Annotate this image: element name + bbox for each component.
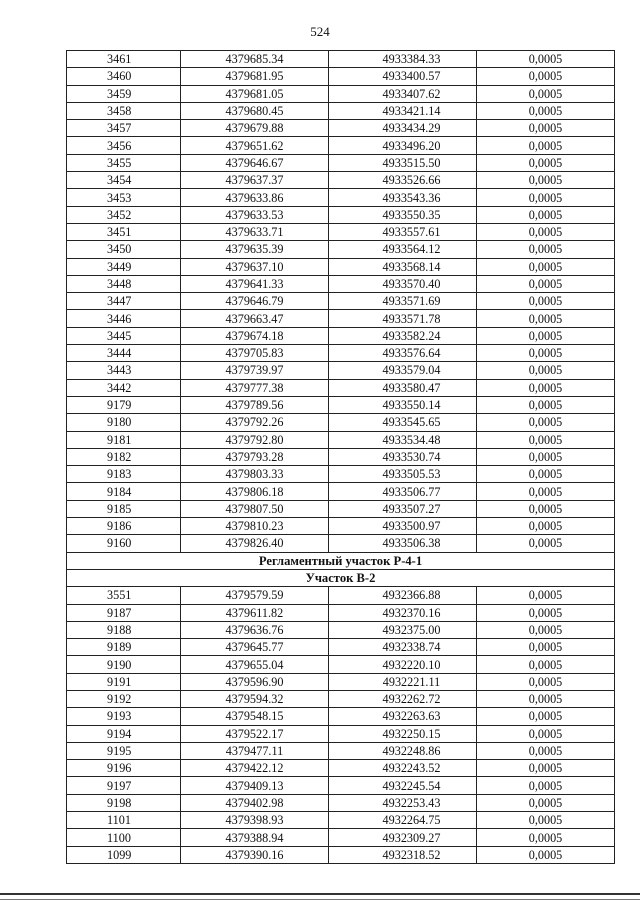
accuracy-cell: 0,0005: [477, 345, 615, 362]
table-row: [67, 189, 615, 206]
y-coordinate-cell: 4932366.88: [329, 587, 477, 604]
y-coordinate-cell: 4933407.62: [329, 85, 477, 102]
bottom-rule: [0, 893, 640, 895]
y-coordinate-cell: 4933500.97: [329, 518, 477, 535]
point-number-cell: 1099: [67, 846, 181, 863]
accuracy-cell: 0,0005: [477, 85, 615, 102]
table-row: [67, 137, 615, 154]
table-row: [67, 120, 615, 137]
accuracy-cell: 0,0005: [477, 310, 615, 327]
point-number-cell: 9195: [67, 742, 181, 759]
table-row: [67, 68, 615, 85]
point-number-cell: 3444: [67, 345, 181, 362]
accuracy-cell: 0,0005: [477, 120, 615, 137]
accuracy-cell: 0,0005: [477, 448, 615, 465]
x-coordinate-cell: 4379637.10: [181, 258, 329, 275]
y-coordinate-cell: 4933421.14: [329, 102, 477, 119]
x-coordinate-cell: 4379663.47: [181, 310, 329, 327]
table-row: [67, 85, 615, 102]
y-coordinate-cell: 4932220.10: [329, 656, 477, 673]
point-number-cell: 3445: [67, 327, 181, 344]
y-coordinate-cell: 4933550.35: [329, 206, 477, 223]
x-coordinate-cell: 4379645.77: [181, 639, 329, 656]
x-coordinate-cell: 4379685.34: [181, 51, 329, 68]
y-coordinate-cell: 4933571.69: [329, 293, 477, 310]
x-coordinate-cell: 4379646.79: [181, 293, 329, 310]
point-number-cell: 1101: [67, 812, 181, 829]
table-row: [67, 518, 615, 535]
table-row: [67, 777, 615, 794]
x-coordinate-cell: 4379388.94: [181, 829, 329, 846]
y-coordinate-cell: 4933550.14: [329, 396, 477, 413]
y-coordinate-cell: 4932264.75: [329, 812, 477, 829]
table-row: [67, 466, 615, 483]
point-number-cell: 3449: [67, 258, 181, 275]
x-coordinate-cell: 4379646.67: [181, 154, 329, 171]
accuracy-cell: 0,0005: [477, 760, 615, 777]
y-coordinate-cell: 4933515.50: [329, 154, 477, 171]
y-coordinate-cell: 4932370.16: [329, 604, 477, 621]
table-row: [67, 345, 615, 362]
x-coordinate-cell: 4379806.18: [181, 483, 329, 500]
bottom-rule-thin: [0, 899, 640, 900]
accuracy-cell: 0,0005: [477, 587, 615, 604]
x-coordinate-cell: 4379681.05: [181, 85, 329, 102]
table-section-headers: [67, 552, 615, 587]
table-row: [67, 396, 615, 413]
accuracy-cell: 0,0005: [477, 51, 615, 68]
point-number-cell: 9187: [67, 604, 181, 621]
x-coordinate-cell: 4379409.13: [181, 777, 329, 794]
accuracy-cell: 0,0005: [477, 483, 615, 500]
point-number-cell: 3456: [67, 137, 181, 154]
table-body-part-b: [67, 587, 615, 864]
point-number-cell: 1100: [67, 829, 181, 846]
y-coordinate-cell: 4933557.61: [329, 223, 477, 240]
y-coordinate-cell: 4932253.43: [329, 794, 477, 811]
point-number-cell: 9182: [67, 448, 181, 465]
x-coordinate-cell: 4379633.53: [181, 206, 329, 223]
x-coordinate-cell: 4379641.33: [181, 275, 329, 292]
y-coordinate-cell: 4933526.66: [329, 172, 477, 189]
accuracy-cell: 0,0005: [477, 690, 615, 707]
accuracy-cell: 0,0005: [477, 241, 615, 258]
x-coordinate-cell: 4379655.04: [181, 656, 329, 673]
y-coordinate-cell: 4933507.27: [329, 500, 477, 517]
table-row: [67, 206, 615, 223]
point-number-cell: 9188: [67, 621, 181, 638]
y-coordinate-cell: 4932221.11: [329, 673, 477, 690]
table-row: [67, 587, 615, 604]
point-number-cell: 3450: [67, 241, 181, 258]
point-number-cell: 3461: [67, 51, 181, 68]
y-coordinate-cell: 4933570.40: [329, 275, 477, 292]
point-number-cell: 3448: [67, 275, 181, 292]
y-coordinate-cell: 4933571.78: [329, 310, 477, 327]
accuracy-cell: 0,0005: [477, 396, 615, 413]
accuracy-cell: 0,0005: [477, 258, 615, 275]
table-row: [67, 241, 615, 258]
table-row: [67, 604, 615, 621]
coordinates-table-container: [66, 50, 614, 864]
point-number-cell: 3447: [67, 293, 181, 310]
accuracy-cell: 0,0005: [477, 725, 615, 742]
table-row: [67, 621, 615, 638]
table-row: [67, 448, 615, 465]
table-row: [67, 327, 615, 344]
y-coordinate-cell: 4933530.74: [329, 448, 477, 465]
x-coordinate-cell: 4379594.32: [181, 690, 329, 707]
point-number-cell: 9181: [67, 431, 181, 448]
accuracy-cell: 0,0005: [477, 223, 615, 240]
table-row: [67, 483, 615, 500]
table-row: [67, 725, 615, 742]
accuracy-cell: 0,0005: [477, 293, 615, 310]
y-coordinate-cell: 4933582.24: [329, 327, 477, 344]
x-coordinate-cell: 4379793.28: [181, 448, 329, 465]
x-coordinate-cell: 4379637.37: [181, 172, 329, 189]
accuracy-cell: 0,0005: [477, 379, 615, 396]
accuracy-cell: 0,0005: [477, 656, 615, 673]
y-coordinate-cell: 4933496.20: [329, 137, 477, 154]
point-number-cell: 9197: [67, 777, 181, 794]
accuracy-cell: 0,0005: [477, 431, 615, 448]
table-row: [67, 102, 615, 119]
accuracy-cell: 0,0005: [477, 137, 615, 154]
accuracy-cell: 0,0005: [477, 535, 615, 552]
accuracy-cell: 0,0005: [477, 794, 615, 811]
point-number-cell: 3551: [67, 587, 181, 604]
page-number: 524: [310, 24, 330, 39]
y-coordinate-cell: 4933579.04: [329, 362, 477, 379]
accuracy-cell: 0,0005: [477, 189, 615, 206]
table-row: [67, 846, 615, 863]
y-coordinate-cell: 4932309.27: [329, 829, 477, 846]
y-coordinate-cell: 4932375.00: [329, 621, 477, 638]
accuracy-cell: 0,0005: [477, 154, 615, 171]
x-coordinate-cell: 4379807.50: [181, 500, 329, 517]
y-coordinate-cell: 4933506.38: [329, 535, 477, 552]
accuracy-cell: 0,0005: [477, 327, 615, 344]
accuracy-cell: 0,0005: [477, 846, 615, 863]
x-coordinate-cell: 4379651.62: [181, 137, 329, 154]
point-number-cell: 9180: [67, 414, 181, 431]
y-coordinate-cell: 4933543.36: [329, 189, 477, 206]
y-coordinate-cell: 4933534.48: [329, 431, 477, 448]
point-number-cell: 3455: [67, 154, 181, 171]
y-coordinate-cell: 4933576.64: [329, 345, 477, 362]
table-row: [67, 362, 615, 379]
table-row: [67, 708, 615, 725]
x-coordinate-cell: 4379810.23: [181, 518, 329, 535]
accuracy-cell: 0,0005: [477, 621, 615, 638]
x-coordinate-cell: 4379705.83: [181, 345, 329, 362]
point-number-cell: 3460: [67, 68, 181, 85]
y-coordinate-cell: 4933545.65: [329, 414, 477, 431]
y-coordinate-cell: 4933580.47: [329, 379, 477, 396]
accuracy-cell: 0,0005: [477, 500, 615, 517]
x-coordinate-cell: 4379635.39: [181, 241, 329, 258]
y-coordinate-cell: 4933505.53: [329, 466, 477, 483]
y-coordinate-cell: 4932248.86: [329, 742, 477, 759]
section-title-row: [67, 552, 615, 569]
x-coordinate-cell: 4379633.86: [181, 189, 329, 206]
x-coordinate-cell: 4379826.40: [181, 535, 329, 552]
y-coordinate-cell: 4933434.29: [329, 120, 477, 137]
x-coordinate-cell: 4379777.38: [181, 379, 329, 396]
table-row: [67, 656, 615, 673]
table-row: [67, 223, 615, 240]
point-number-cell: 9190: [67, 656, 181, 673]
accuracy-cell: 0,0005: [477, 708, 615, 725]
point-number-cell: 9183: [67, 466, 181, 483]
y-coordinate-cell: 4932338.74: [329, 639, 477, 656]
x-coordinate-cell: 4379792.80: [181, 431, 329, 448]
point-number-cell: 3443: [67, 362, 181, 379]
point-number-cell: 3453: [67, 189, 181, 206]
accuracy-cell: 0,0005: [477, 362, 615, 379]
accuracy-cell: 0,0005: [477, 466, 615, 483]
table-row: [67, 794, 615, 811]
accuracy-cell: 0,0005: [477, 742, 615, 759]
y-coordinate-cell: 4933568.14: [329, 258, 477, 275]
table-row: [67, 172, 615, 189]
accuracy-cell: 0,0005: [477, 812, 615, 829]
point-number-cell: 9186: [67, 518, 181, 535]
x-coordinate-cell: 4379579.59: [181, 587, 329, 604]
x-coordinate-cell: 4379390.16: [181, 846, 329, 863]
subsection-title-row: [67, 569, 615, 586]
x-coordinate-cell: 4379681.95: [181, 68, 329, 85]
table-row: [67, 293, 615, 310]
x-coordinate-cell: 4379522.17: [181, 725, 329, 742]
x-coordinate-cell: 4379398.93: [181, 812, 329, 829]
table-body-part-a: [67, 51, 615, 553]
accuracy-cell: 0,0005: [477, 673, 615, 690]
table-row: [67, 639, 615, 656]
table-row: [67, 154, 615, 171]
y-coordinate-cell: 4932245.54: [329, 777, 477, 794]
accuracy-cell: 0,0005: [477, 102, 615, 119]
x-coordinate-cell: 4379402.98: [181, 794, 329, 811]
point-number-cell: 9196: [67, 760, 181, 777]
accuracy-cell: 0,0005: [477, 68, 615, 85]
coordinates-table: [66, 50, 615, 864]
x-coordinate-cell: 4379477.11: [181, 742, 329, 759]
accuracy-cell: 0,0005: [477, 604, 615, 621]
point-number-cell: 9194: [67, 725, 181, 742]
point-number-cell: 3459: [67, 85, 181, 102]
x-coordinate-cell: 4379633.71: [181, 223, 329, 240]
x-coordinate-cell: 4379611.82: [181, 604, 329, 621]
point-number-cell: 3458: [67, 102, 181, 119]
table-row: [67, 829, 615, 846]
point-number-cell: 9184: [67, 483, 181, 500]
y-coordinate-cell: 4932262.72: [329, 690, 477, 707]
y-coordinate-cell: 4932318.52: [329, 846, 477, 863]
x-coordinate-cell: 4379803.33: [181, 466, 329, 483]
section-title: Регламентный участок Р-4-1: [67, 552, 615, 569]
point-number-cell: 9193: [67, 708, 181, 725]
table-row: [67, 673, 615, 690]
point-number-cell: 9179: [67, 396, 181, 413]
table-row: [67, 431, 615, 448]
x-coordinate-cell: 4379680.45: [181, 102, 329, 119]
x-coordinate-cell: 4379596.90: [181, 673, 329, 690]
x-coordinate-cell: 4379739.97: [181, 362, 329, 379]
point-number-cell: 3451: [67, 223, 181, 240]
accuracy-cell: 0,0005: [477, 414, 615, 431]
y-coordinate-cell: 4933506.77: [329, 483, 477, 500]
y-coordinate-cell: 4932243.52: [329, 760, 477, 777]
table-row: [67, 760, 615, 777]
point-number-cell: 3452: [67, 206, 181, 223]
x-coordinate-cell: 4379422.12: [181, 760, 329, 777]
accuracy-cell: 0,0005: [477, 172, 615, 189]
point-number-cell: 9191: [67, 673, 181, 690]
point-number-cell: 9192: [67, 690, 181, 707]
table-row: [67, 275, 615, 292]
table-row: [67, 310, 615, 327]
table-row: [67, 812, 615, 829]
y-coordinate-cell: 4933400.57: [329, 68, 477, 85]
x-coordinate-cell: 4379792.26: [181, 414, 329, 431]
table-row: [67, 535, 615, 552]
point-number-cell: 9189: [67, 639, 181, 656]
accuracy-cell: 0,0005: [477, 777, 615, 794]
accuracy-cell: 0,0005: [477, 206, 615, 223]
y-coordinate-cell: 4932250.15: [329, 725, 477, 742]
x-coordinate-cell: 4379548.15: [181, 708, 329, 725]
table-row: [67, 51, 615, 68]
accuracy-cell: 0,0005: [477, 275, 615, 292]
table-row: [67, 742, 615, 759]
y-coordinate-cell: 4933564.12: [329, 241, 477, 258]
point-number-cell: 3446: [67, 310, 181, 327]
x-coordinate-cell: 4379636.76: [181, 621, 329, 638]
x-coordinate-cell: 4379789.56: [181, 396, 329, 413]
point-number-cell: 3442: [67, 379, 181, 396]
point-number-cell: 3457: [67, 120, 181, 137]
accuracy-cell: 0,0005: [477, 639, 615, 656]
table-row: [67, 258, 615, 275]
point-number-cell: 9185: [67, 500, 181, 517]
table-row: [67, 379, 615, 396]
y-coordinate-cell: 4933384.33: [329, 51, 477, 68]
point-number-cell: 9160: [67, 535, 181, 552]
x-coordinate-cell: 4379674.18: [181, 327, 329, 344]
accuracy-cell: 0,0005: [477, 518, 615, 535]
y-coordinate-cell: 4932263.63: [329, 708, 477, 725]
table-row: [67, 690, 615, 707]
subsection-title: Участок В-2: [67, 569, 615, 586]
point-number-cell: 9198: [67, 794, 181, 811]
accuracy-cell: 0,0005: [477, 829, 615, 846]
table-row: [67, 414, 615, 431]
x-coordinate-cell: 4379679.88: [181, 120, 329, 137]
point-number-cell: 3454: [67, 172, 181, 189]
table-row: [67, 500, 615, 517]
